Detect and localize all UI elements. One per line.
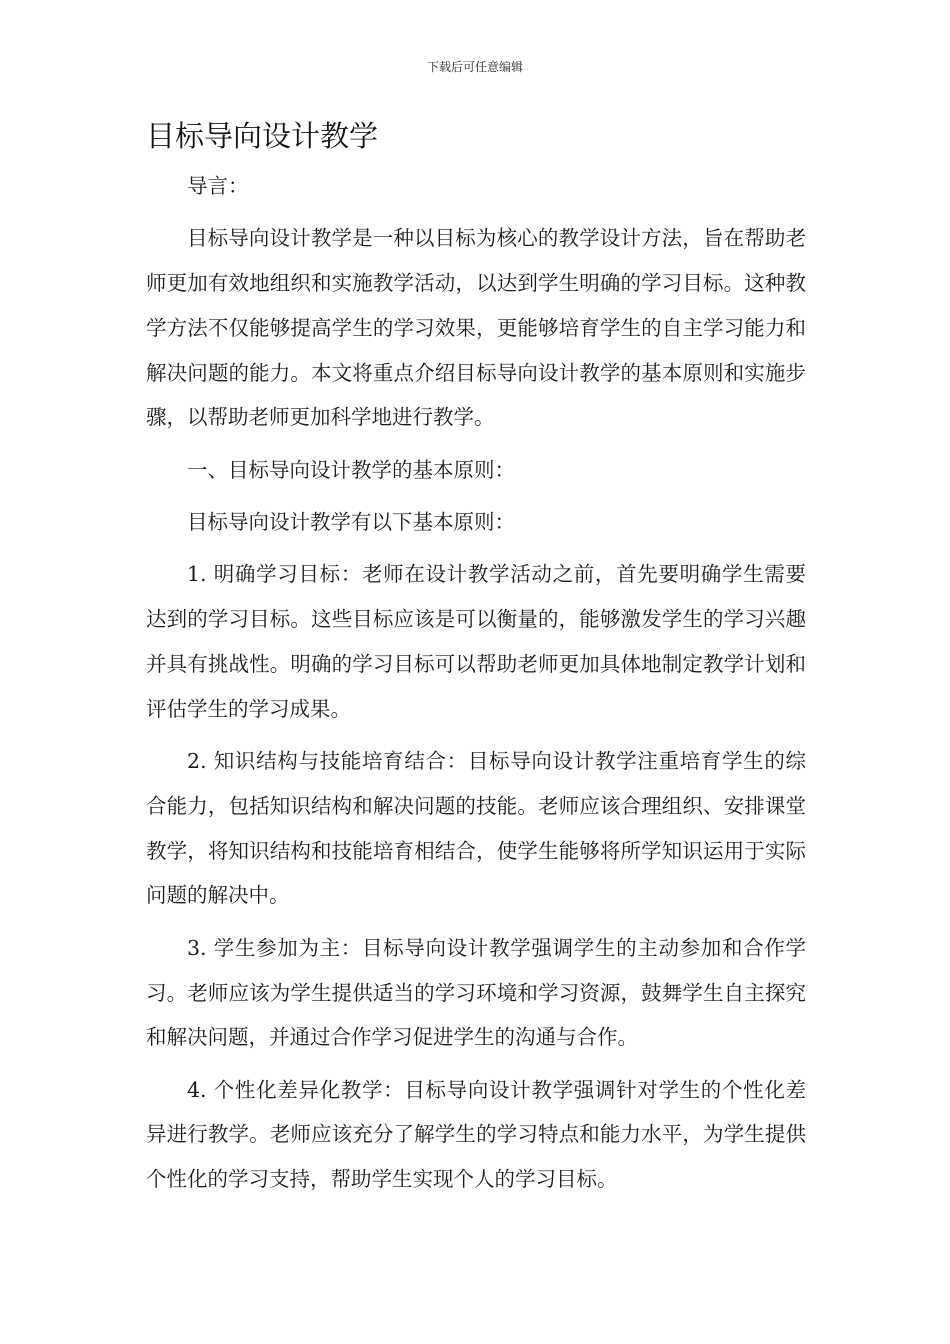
paragraph-principles-lead: 目标导向设计教学有以下基本原则： [187,510,515,535]
paragraph-intro-heading: 导言： [187,174,249,198]
list-item-principle-2: 2. 知识结构与技能培育结合：目标导向设计教学注重培育学生的综合能力，包括知识结构和解决问题的技能。老师应该合理组织、安排课堂教学，将知识结构和技能培育相结合，使学生能够将所学知识运用于实际问题的解决中。 [146,749,806,908]
document-title: 目标导向设计教学 [146,119,379,153]
list-item-principle-1: 1. 明确学习目标：老师在设计教学活动之前，首先要明确学生需要达到的学习目标。这些目标应该是可以衡量的，能够激发学生的学习兴趣并具有挑战性。明确的学习目标可以帮助老师更加具体地制定教学计划和评估学生的学习成果。 [146,562,806,721]
paragraph-intro: 目标导向设计教学是一种以目标为核心的教学设计方法，旨在帮助老师更加有效地组织和实施教学活动，以达到学生明确的学习目标。这种教学方法不仅能够提高学生的学习效果，更能够培育学生的自主学习能力和解决问题的能力。本文将重点介绍目标导向设计教学的基本原则和实施步骤，以帮助老师更加科学地进行教学。 [146,226,806,430]
list-item-principle-4: 4. 个性化差异化教学：目标导向设计教学强调针对学生的个性化差异进行教学。老师应该充分了解学生的学习特点和能力水平，为学生提供个性化的学习支持，帮助学生实现个人的学习目标。 [146,1077,806,1192]
document-body [146,164,806,1210]
section-heading-principles: 一、目标导向设计教学的基本原则： [187,457,515,482]
list-item-principle-3: 3. 学生参加为主：目标导向设计教学强调学生的主动参加和合作学习。老师应该为学生提供适当的学习环境和学习资源，鼓舞学生自主探究和解决问题，并通过合作学习促进学生的沟通与合作。 [146,935,806,1050]
header-note: 下载后可任意编辑 [426,60,523,74]
